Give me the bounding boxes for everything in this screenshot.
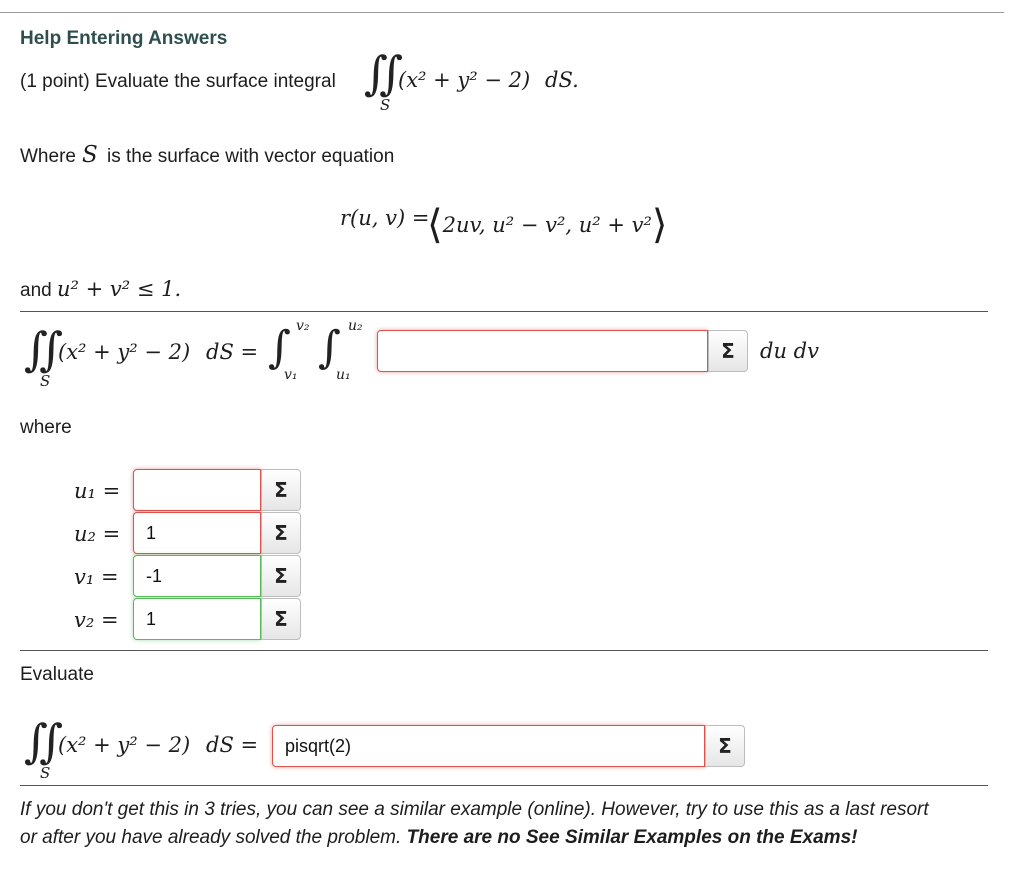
surface-var: S xyxy=(82,142,98,168)
u2-equation-editor-button[interactable]: Σ xyxy=(261,512,301,554)
part2-integrand: (x² + y² − 2) xyxy=(58,733,191,757)
integrand: (x² + y² − 2) xyxy=(398,68,531,92)
integral-subscript: S xyxy=(380,96,391,114)
inner-integral-sign: ∫ xyxy=(318,322,341,373)
u2-input[interactable]: 1 xyxy=(133,512,261,554)
domain-prefix: and xyxy=(20,280,52,301)
problem-points-text: (1 point) Evaluate the surface integral xyxy=(20,71,336,92)
where-label: where xyxy=(20,417,72,438)
part1-integrand: (x² + y² − 2) xyxy=(58,340,191,364)
double-integral-sign: ∬ xyxy=(24,714,64,768)
du-dv-label: du dv xyxy=(760,339,819,363)
inner-upper-limit: u₂ xyxy=(348,318,363,334)
domain-condition: u² + v² ≤ 1. xyxy=(57,277,182,301)
integral-subscript: S xyxy=(40,372,51,390)
where-text: Where xyxy=(20,146,76,167)
footer-line2 xyxy=(20,827,857,849)
vector-equation-lhs: r(u, v) = xyxy=(340,206,430,230)
v1-input[interactable]: -1 xyxy=(133,555,261,597)
u1-input[interactable] xyxy=(133,469,261,511)
equation-editor-button[interactable]: Σ xyxy=(708,330,748,372)
part2-ds: dS = xyxy=(206,733,259,757)
vector-equation-rhs: ⟨2uv, u² − v², u² + v²⟩ xyxy=(427,202,668,248)
surface-desc-text: is the surface with vector equation xyxy=(107,146,395,167)
integral-subscript: S xyxy=(40,764,51,782)
double-integral-sign: ∬ xyxy=(364,46,404,100)
ds-label: dS. xyxy=(545,68,579,92)
section-divider xyxy=(20,311,988,312)
inner-lower-limit: u₁ xyxy=(336,367,351,383)
v1-label: v₁ = xyxy=(74,565,119,589)
top-divider xyxy=(0,12,1004,13)
v2-input[interactable]: 1 xyxy=(133,598,261,640)
vector-components: 2uv, u² − v², u² + v² xyxy=(442,213,652,237)
u1-equation-editor-button[interactable]: Σ xyxy=(261,469,301,511)
outer-upper-limit: v₂ xyxy=(296,318,310,334)
help-entering-answers-link[interactable]: Help Entering Answers xyxy=(20,28,228,49)
footer-line2-text: or after you have already solved the problem. xyxy=(20,827,402,848)
evaluate-label: Evaluate xyxy=(20,664,94,685)
part1-ds: dS = xyxy=(206,340,259,364)
v2-equation-editor-button[interactable]: Σ xyxy=(261,598,301,640)
section-divider xyxy=(20,650,988,651)
outer-integral-sign: ∫ xyxy=(268,322,291,373)
u1-label: u₁ = xyxy=(74,479,121,503)
footer-line1: If you don't get this in 3 tries, you can see a similar example (online). However, try to use this as a last resort xyxy=(20,799,929,820)
v2-label: v₂ = xyxy=(74,608,119,632)
v1-equation-editor-button[interactable]: Σ xyxy=(261,555,301,597)
section-divider xyxy=(20,785,988,786)
integrand-input[interactable] xyxy=(377,330,708,372)
outer-lower-limit: v₁ xyxy=(284,367,298,383)
footer-warning-bold: There are no See Similar Examples on the Exams! xyxy=(406,827,858,848)
u2-label: u₂ = xyxy=(74,522,121,546)
double-integral-sign: ∬ xyxy=(24,322,64,376)
final-equation-editor-button[interactable]: Σ xyxy=(705,725,745,767)
final-answer-input[interactable]: pisqrt(2) xyxy=(272,725,705,767)
